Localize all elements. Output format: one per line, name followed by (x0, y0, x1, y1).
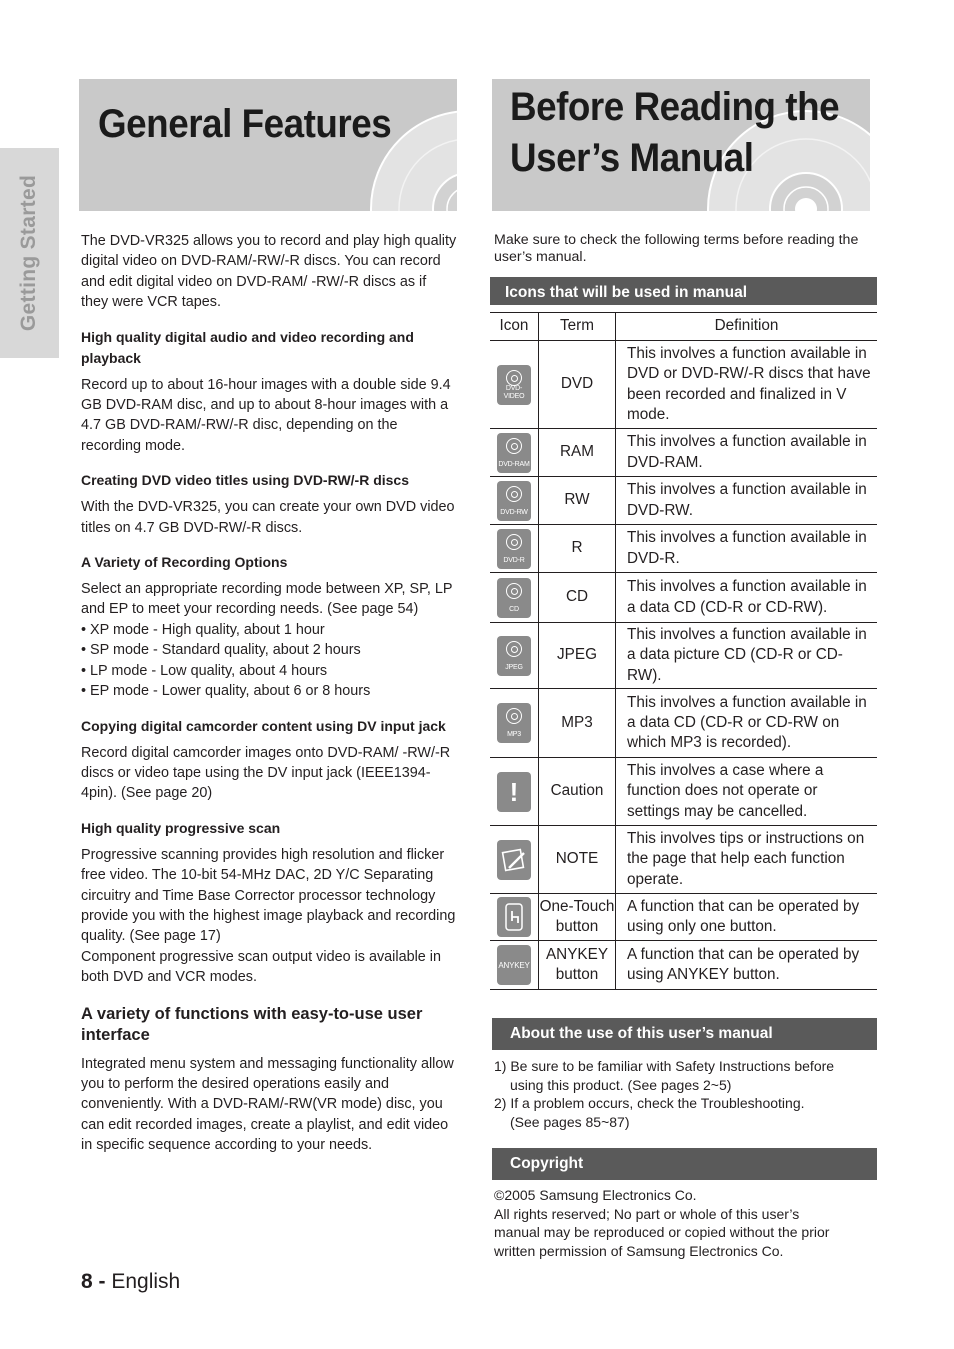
table-row (490, 429, 877, 477)
definition-cell: A function that can be operated by using only one button. (616, 894, 878, 941)
copyright-line: ©2005 Samsung Electronics Co. (494, 1187, 697, 1203)
definition-cell: A function that can be operated by using ANYKEY button. (616, 941, 878, 990)
definition-cell: This involves a function available in DVD or DVD-RW/-R discs that have been recorded and finalized in V mode. (616, 341, 878, 429)
copyright-text (494, 1186, 844, 1261)
about-list (494, 1057, 866, 1132)
page-title-general-features: General Features (98, 102, 392, 146)
section-body: Integrated menu system and messaging functionality allow you to perform the desired operations easily and conveniently. With a DVD-RAM/-RW(VR mode) disc, you can edit recorded images, create a playlist, and edit video in specific sequence according to your needs. (81, 1055, 454, 1154)
list-item: (See pages 85~87) (510, 1114, 630, 1131)
column-header-definition: Definition (616, 313, 878, 341)
table-row (490, 689, 877, 758)
table-row (490, 341, 877, 429)
section-heading: A Variety of Recording Options (81, 554, 288, 571)
section-bar-label: About the use of this user’s manual (510, 1025, 773, 1042)
column-header-icon: Icon (490, 313, 539, 341)
copyright-body: All rights reserved; No part or whole of this user’s manual may be reproduced or copied without the prior written permission of Samsung Electronics Co. (494, 1205, 830, 1260)
one-touch-icon (497, 897, 531, 937)
term-cell: RAM (539, 429, 616, 477)
icons-section-header (490, 277, 877, 308)
right-title-banner (492, 79, 870, 211)
definition-cell: This involves tips or instructions on the page that help each function operate. (616, 826, 878, 894)
term-cell: NOTE (539, 826, 616, 894)
term-cell: DVD (539, 341, 616, 429)
table-header-row (490, 313, 877, 341)
term-cell: JPEG (539, 623, 616, 689)
caution-icon: ! (497, 772, 531, 812)
section-body: Record digital camcorder images onto DVD-RAM/ -RW/-R discs or video tape using the DV input jack (IEEE1394-4pin). (See page 20) (81, 744, 451, 802)
section-heading: High quality digital audio and video recording and playback (81, 328, 414, 366)
column-header-term: Term (539, 313, 616, 341)
term-cell: ANYKEY button (539, 941, 616, 990)
page-number: 8 - (81, 1270, 106, 1293)
definition-cell: This involves a function available in DVD-R. (616, 525, 878, 573)
dvd-rw-icon: DVD-RW (497, 481, 531, 521)
title-line: Before Reading the (510, 85, 840, 129)
anykey-icon: ANYKEY (497, 945, 531, 985)
table-row (490, 573, 877, 623)
section-body: Component progressive scan output video is available in both DVD and VCR modes. (81, 948, 441, 986)
section-heading: Creating DVD video titles using DVD-RW/-R discs (81, 472, 410, 489)
section-body: Progressive scanning provides high resolution and flicker free video. The 10-bit 54-MHz DAC, 2D Y/C Separating circuitry and Time Base Corrector processor technology provide you with the highest image playback and recording quality. (See page 17) (81, 846, 456, 945)
section-body: Select an appropriate recording mode between XP, SP, LP and EP to meet your recording needs. (See page 54) (81, 581, 453, 618)
mp3-icon: MP3 (497, 703, 531, 743)
about-section-header (492, 1018, 877, 1050)
note-icon (497, 840, 531, 880)
dvd-r-icon: DVD-R (497, 529, 531, 569)
section-heading: Copying digital camcorder content using DV input jack (81, 717, 446, 734)
before-reading-intro (494, 232, 866, 265)
table-row (490, 826, 877, 894)
list-item: • SP mode - Standard quality, about 2 hours (81, 642, 361, 659)
intro-paragraph: The DVD-VR325 allows you to record and play high quality digital video on DVD-RAM/-RW/-R discs. You can record and edit digital video on DVD-RAM/ -RW/-R discs as if they were VCR tapes. (81, 233, 457, 311)
definition-cell: This involves a function available in a data CD (CD-R or CD-RW). (616, 573, 878, 623)
section-body: Record up to about 16-hour images with a double side 9.4 GB DVD-RAM disc, and up to about 8-hour images with a 4.7 GB DVD-RAM/-RW/-R disc, depending on the recording mode. (81, 376, 451, 454)
sidebar-tab-label: Getting Started (17, 174, 40, 332)
sidebar-tab (0, 148, 59, 358)
page-title-before-reading (510, 82, 839, 184)
table-row (490, 477, 877, 525)
title-line: User’s Manual (510, 136, 754, 180)
definition-cell: This involves a function available in DVD-RAM. (616, 429, 878, 477)
term-cell: Caution (539, 758, 616, 826)
page-footer (81, 1268, 180, 1296)
section-heading: A variety of functions with easy-to-use user interface (81, 1004, 423, 1044)
section-bar-label: Copyright (510, 1155, 584, 1172)
dvd-ram-icon: DVD-RAM (497, 433, 531, 473)
section-heading: High quality progressive scan (81, 819, 281, 836)
table-row (490, 525, 877, 573)
general-features-column (81, 231, 457, 1156)
table-row (490, 941, 877, 990)
definition-cell: This involves a case where a function does not operate or settings may be cancelled. (616, 758, 878, 826)
page-language: English (111, 1270, 181, 1293)
dvd-video-icon: DVD-VIDEO (497, 365, 531, 405)
definition-cell: This involves a function available in a data CD (CD-R or CD-RW on which MP3 is recorded). (616, 689, 878, 758)
list-item: • XP mode - High quality, about 1 hour (81, 621, 325, 638)
list-item: 1) Be sure to be familiar with Safety Instructions before (494, 1058, 835, 1074)
term-cell: RW (539, 477, 616, 525)
term-cell: One-Touch button (539, 894, 616, 941)
section-body: With the DVD-VR325, you can create your own DVD video titles on 4.7 GB DVD-RW/-R discs. (81, 499, 455, 536)
term-cell: R (539, 525, 616, 573)
section-bar-label: Icons that will be used in manual (505, 284, 748, 301)
table-row (490, 758, 877, 826)
list-item: • EP mode - Lower quality, about 6 or 8 hours (81, 683, 371, 700)
definition-cell: This involves a function available in a data picture CD (CD-R or CD-RW). (616, 623, 878, 689)
copyright-section-header (492, 1148, 877, 1180)
jpeg-icon: JPEG (497, 636, 531, 676)
intro-paragraph: Make sure to check the following terms before reading the user’s manual. (494, 232, 859, 265)
term-cell: MP3 (539, 689, 616, 758)
list-item: • LP mode - Low quality, about 4 hours (81, 662, 328, 679)
table-row (490, 623, 877, 689)
cd-icon: CD (497, 578, 531, 618)
definition-cell: This involves a function available in DVD-RW. (616, 477, 878, 525)
left-title-banner (79, 79, 457, 211)
term-cell: CD (539, 573, 616, 623)
table-row (490, 894, 877, 941)
icons-table (490, 312, 877, 990)
list-item: using this product. (See pages 2~5) (510, 1076, 732, 1093)
list-item: 2) If a problem occurs, check the Troubleshooting. (494, 1095, 805, 1112)
